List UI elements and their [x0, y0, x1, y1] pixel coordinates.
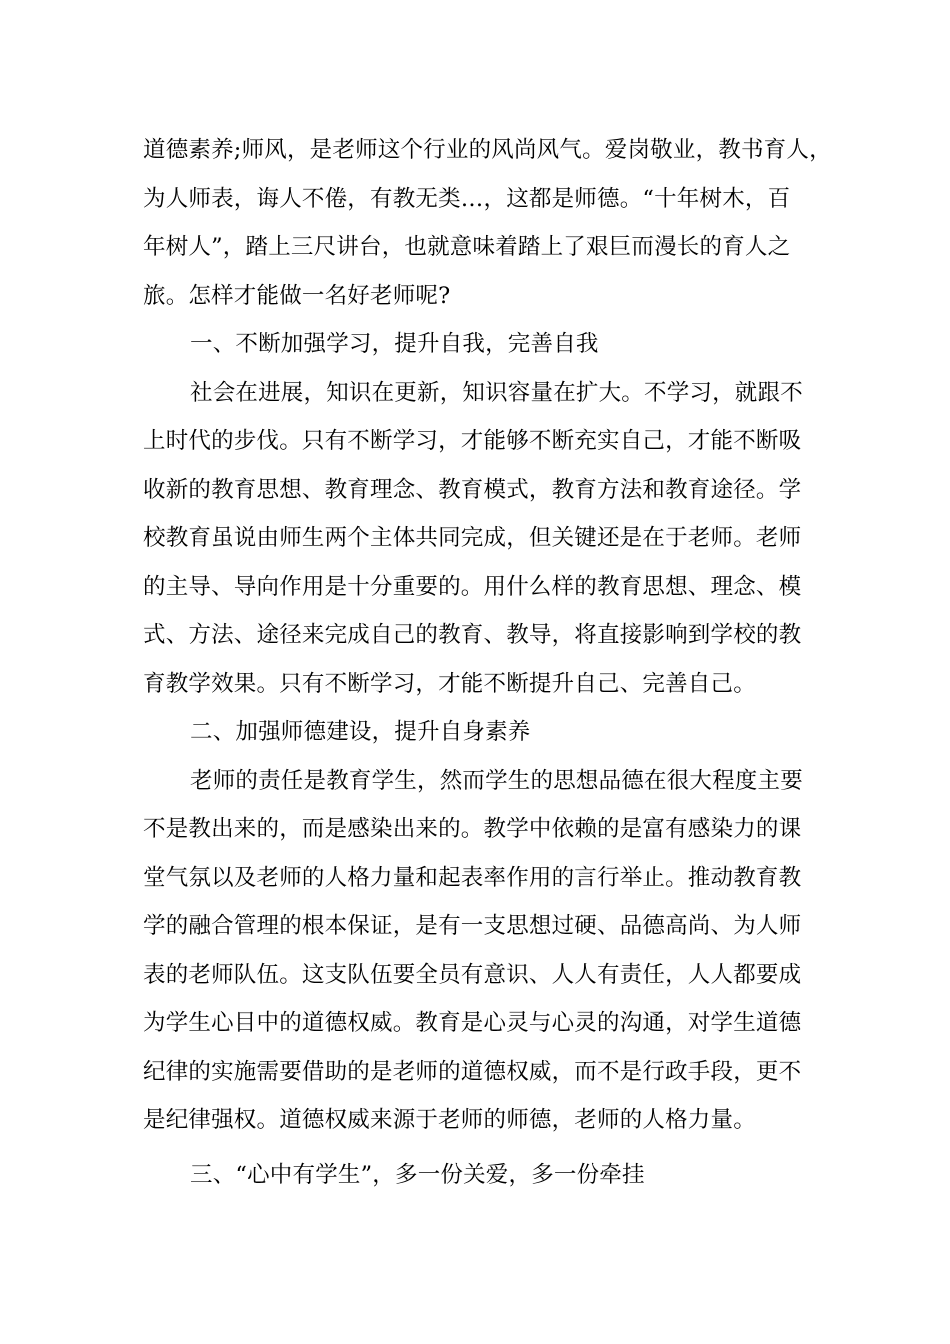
text-line: 校教育虽说由师生两个主体共同完成，但关键还是在于老师。老师 — [143, 525, 802, 551]
text-line: 育教学效果。只有不断学习，才能不断提升自己、完善自己。 — [143, 670, 756, 697]
text-line: 不是教出来的，而是感染出来的。教学中依赖的是富有感染力的课 — [143, 816, 802, 842]
text-line: 表的老师队伍。这支队伍要全员有意识、人人有责任，人人都要成 — [143, 961, 802, 988]
section-heading-3: 三、“心中有学生”，多一份关爱，多一份牵挂 — [190, 1161, 645, 1188]
document-body — [143, 126, 833, 1199]
section-heading-1: 一、不断加强学习，提升自我，完善自我 — [190, 331, 599, 357]
text-line: 堂气氛以及老师的人格力量和起表率作用的言行举止。推动教育教 — [143, 864, 802, 891]
text-line: 式、方法、途径来完成自己的教育、教导，将直接影响到学校的教 — [143, 622, 802, 648]
text-line: 为人师表，诲人不倦，有教无类…，这都是师德。“十年树木，百 — [143, 185, 791, 212]
text-line: 道德素养;师风，是老师这个行业的风尚风气。爱岗敬业，教书育人， — [143, 137, 832, 163]
section-heading-2: 二、加强师德建设，提升自身素养 — [190, 719, 531, 745]
text-line: 的主导、导向作用是十分重要的。用什么样的教育思想、理念、模 — [143, 573, 802, 600]
text-line: 旅。怎样才能做一名好老师呢? — [143, 282, 451, 309]
text-line: 年树人”，踏上三尺讲台，也就意味着踏上了艰巨而漫长的育人之 — [143, 234, 791, 260]
text-line: 学的融合管理的根本保证，是有一支思想过硬、品德高尚、为人师 — [143, 913, 802, 939]
text-line: 是纪律强权。道德权威来源于老师的师德，老师的人格力量。 — [143, 1107, 756, 1133]
text-line: 纪律的实施需要借助的是老师的道德权威，而不是行政手段，更不 — [143, 1058, 802, 1085]
text-line: 老师的责任是教育学生，然而学生的思想品德在很大程度主要 — [190, 767, 803, 794]
text-line: 上时代的步伐。只有不断学习，才能够不断充实自己，才能不断吸 — [143, 428, 802, 454]
text-line: 社会在进展，知识在更新，知识容量在扩大。不学习，就跟不 — [190, 379, 803, 406]
text-line: 为学生心目中的道德权威。教育是心灵与心灵的沟通，对学生道德 — [143, 1010, 802, 1036]
text-line: 收新的教育思想、教育理念、教育模式，教育方法和教育途径。学 — [143, 476, 802, 503]
